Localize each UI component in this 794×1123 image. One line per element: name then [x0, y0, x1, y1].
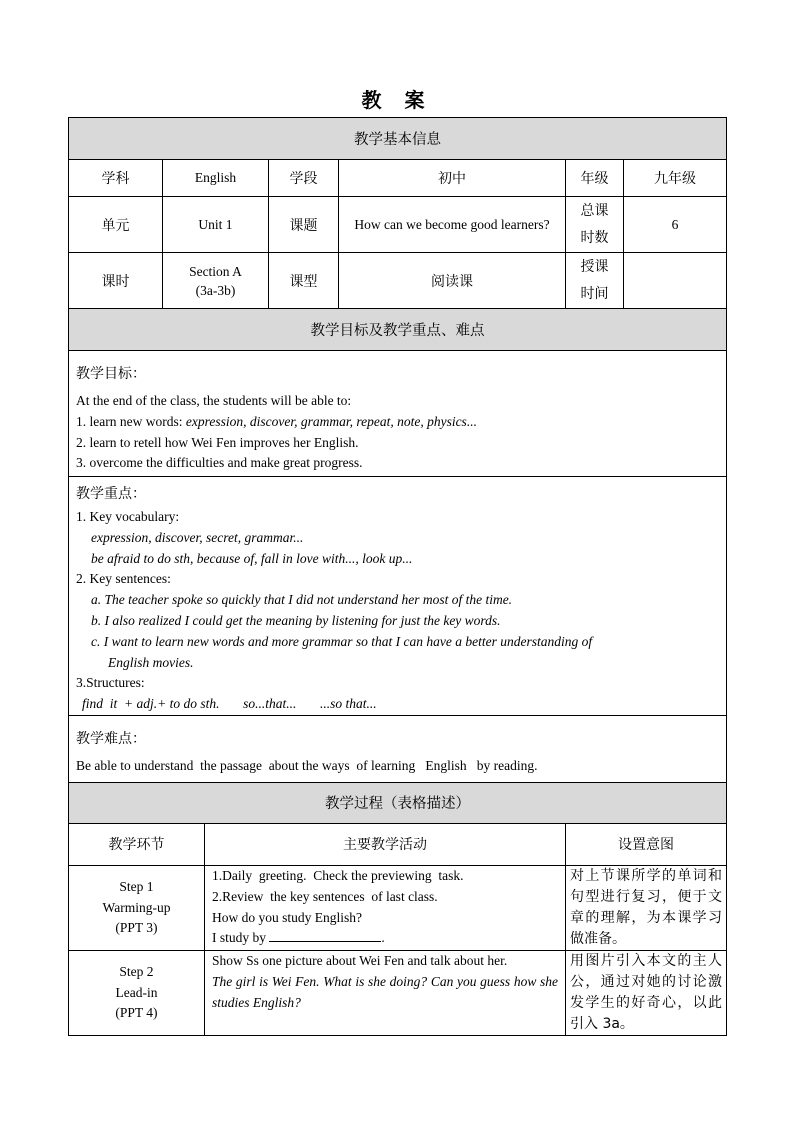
stage-label: 学段	[269, 160, 339, 197]
col-activities-header: 主要教学活动	[205, 823, 566, 865]
subject-value: English	[163, 160, 269, 197]
topic-value: How can we become good learners?	[339, 197, 566, 253]
stage-value: 初中	[339, 160, 566, 197]
lesson-plan-table	[68, 117, 727, 1036]
goals-header: 教学目标及教学重点、难点	[69, 309, 727, 351]
key-points-cell	[69, 477, 727, 716]
col-stage-header: 教学环节	[69, 823, 205, 865]
grade-label: 年级	[566, 160, 624, 197]
objective-2: 2. learn to retell how Wei Fen improves her English.	[76, 434, 359, 450]
difficulties-text: Be able to understand the passage about the ways of learning English by reading.	[76, 757, 538, 773]
difficulties-title: 教学难点：	[76, 730, 146, 747]
step-2-activities: Show Ss one picture about Wei Fen and talk about her. The girl is Wei Fen. What is she doing? Can you guess how she studies English?	[205, 950, 566, 1035]
objectives-title: 教学目标：	[76, 366, 146, 382]
step-2-intent: 用图片引入本文的主人公，通过对她的讨论激发学生的好奇心，以此引入 3a。	[566, 950, 727, 1035]
objective-1: 1. learn new words: expression, discover, grammar, repeat, note, physics...	[76, 413, 477, 429]
total-periods-value: 6	[624, 197, 727, 253]
step-1-activities: 1.Daily greeting. Check the previewing task. 2.Review the key sentences of last class. How do you study English? I study by .	[205, 865, 566, 950]
subject-label: 学科	[69, 160, 163, 197]
basic-info-header: 教学基本信息	[69, 118, 727, 160]
key-sentence-c-cont: English movies.	[108, 654, 194, 670]
period-value: Section A (3a-3b)	[163, 253, 269, 309]
document-title: 教 案	[361, 88, 433, 112]
key-vocabulary-words: expression, discover, secret, grammar...	[91, 529, 304, 545]
difficulties-cell	[69, 715, 727, 782]
process-header: 教学过程（表格描述）	[69, 782, 727, 823]
step-1-intent: 对上节课所学的单词和句型进行复习，便于文章的理解，为本课学习做准备。	[566, 865, 727, 950]
key-points-title: 教学重点：	[76, 486, 146, 502]
objective-3: 3. overcome the difficulties and make great progress.	[76, 455, 363, 471]
unit-label: 单元	[69, 197, 163, 253]
step-1-name: Step 1 Warming-up (PPT 3)	[69, 865, 205, 950]
key-sentence-b: b. I also realized I could get the meaning by listening for just the key words.	[91, 612, 501, 628]
objectives-intro: At the end of the class, the students will be able to:	[76, 393, 352, 408]
period-label: 课时	[69, 253, 163, 309]
topic-label: 课题	[269, 197, 339, 253]
class-time-label: 授课时间	[566, 253, 624, 309]
answer-blank	[269, 929, 381, 942]
structures-list: find it + adj.+ to do sth. so...that... ...so that...	[82, 696, 377, 712]
lesson-type-label: 课型	[269, 253, 339, 309]
objectives-cell	[69, 351, 727, 477]
key-phrases: be afraid to do sth, because of, fall in love with..., look up...	[91, 550, 413, 566]
col-intent-header: 设置意图	[566, 823, 727, 865]
total-periods-label: 总课时数	[566, 197, 624, 253]
key-sentences-label: 2. Key sentences:	[76, 571, 171, 587]
grade-value: 九年级	[624, 160, 727, 197]
lesson-type-value: 阅读课	[339, 253, 566, 309]
key-vocabulary-label: 1. Key vocabulary:	[76, 509, 180, 524]
class-time-value	[624, 253, 727, 309]
unit-value: Unit 1	[163, 197, 269, 253]
structures-label: 3.Structures:	[76, 675, 145, 691]
step-2-name: Step 2 Lead-in (PPT 4)	[69, 950, 205, 1035]
key-sentence-a: a. The teacher spoke so quickly that I did not understand her most of the time.	[91, 592, 513, 608]
key-sentence-c: c. I want to learn new words and more grammar so that I can have a better understanding of	[91, 633, 593, 649]
